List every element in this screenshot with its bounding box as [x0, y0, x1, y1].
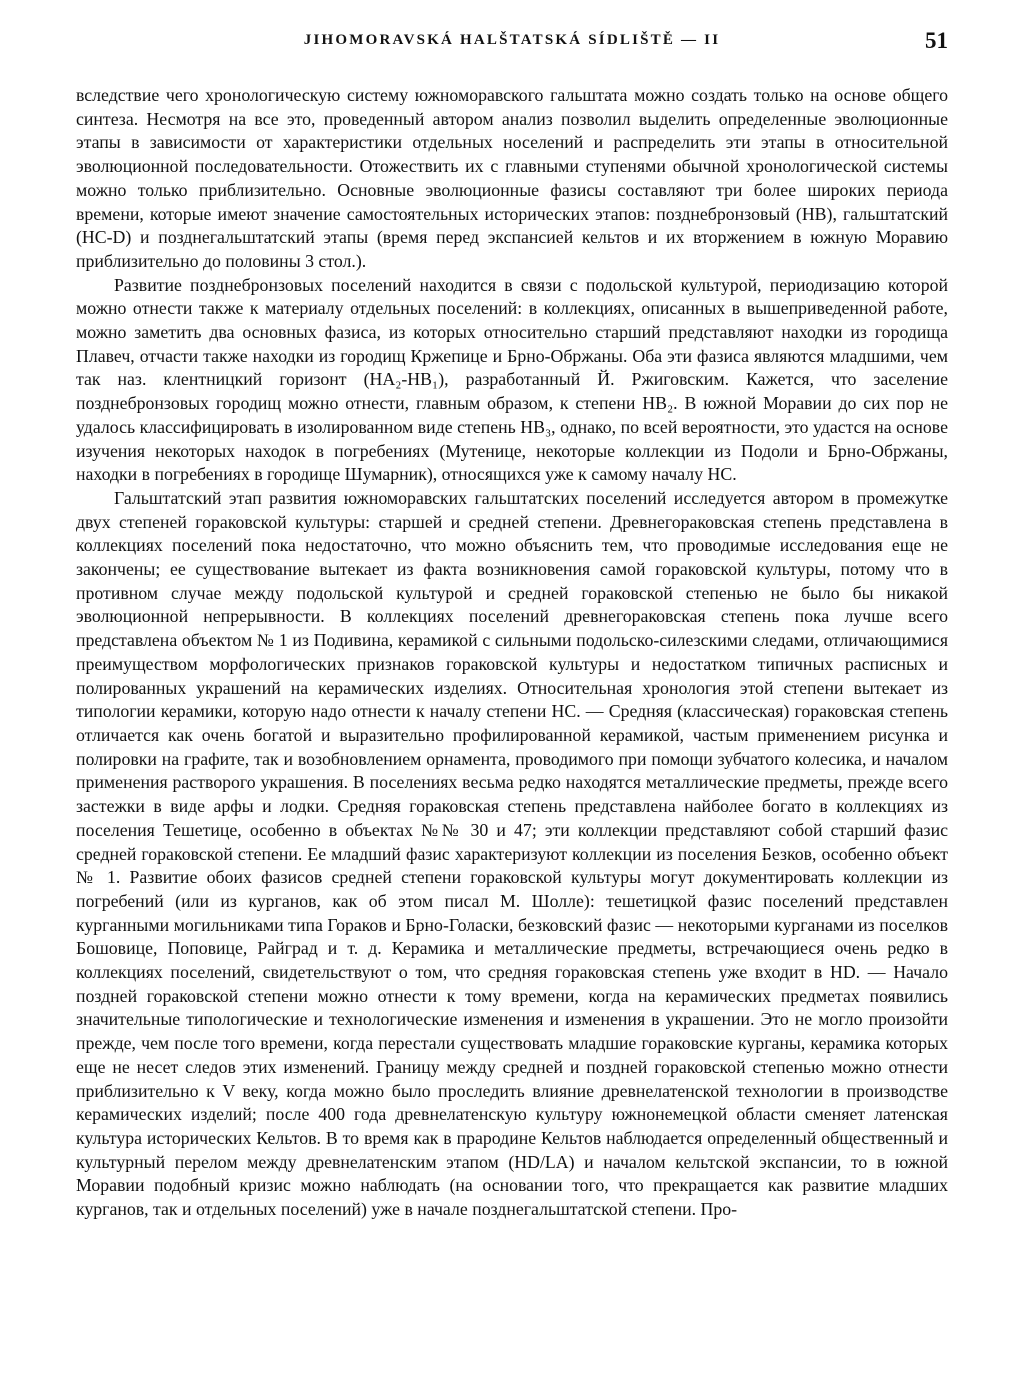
running-title: JIHOMORAVSKÁ HALŠTATSKÁ SÍDLIŠTĚ — II [303, 32, 721, 48]
paragraph-hallstatt-stage: Гальштатский этап развития южноморавских гальштатских поселений исследуется автором в промежутке двух степеней гораковской культуры: старшей и средней степени. Древнегораковская степень представлена в коллекциях поселений пока недостаточно, что можно объяснить тем, что проводимые исследования еще не закончены; ее существование вытекает из факта возникновения самой гораковской культуры, потому что в противном случае между подольской культурой и средней гораковской степенью не было бы никакой эволюционной непрерывности. В коллекциях поселений древнегораковская степень пока лучше всего представлена объектом № 1 из Подивина, керамикой с сильными подольско-силезскими следами, отличающимися преимуществом морфологических признаков гораковской культуры и недостатком типичных расписных и полированных украшений на керамических изделиях. Относительная хронология этой степени вытекает из типологии керамики, которую надо отнести к началу степени HC. — Средняя (классическая) гораковская степень отличается как очень богатой и выразительно профилированной керамикой, частым применением рисунка и полировки на графите, так и возобновлением орнамента, проводимого при помощи зубчатого колесика, и началом применения растворого украшения. В поселениях весьма редко находятся металлические предметы, прежде всего застежки в виде арфы и лодки. Средняя гораковская степень представлена найболее богато в коллекциях из поселения Тешетице, особенно в объектах №№ 30 и 47; эти коллекции представляют собой старший фазис средней гораковской степени. Ее младший фазис характеризуют коллекции из поселения Безков, особенно объект № 1. Развитие обоих фазисов средней степени гораковской культуры могут документировать коллекции из погребений (или из курганов, как об этом писал М. Шолле): тешетицкой фазис поселений представлен курганными могильниками типа Гораков и Брно-Голаски, безковский фазис — некоторыми курганами из поселков Бошовице, Поповице, Райград и т. д. Керамика и металлические предметы, встречающиеся очень редко в коллекциях поселений, свидетельствуют о том, что средняя гораковская степень уже входит в HD. — Начало поздней гораковской степени можно отнести к тому времени, когда на керамических предметах появились значительные типологические и технологические изменения и изменения в украшении. Это не могло произойти прежде, чем после того времени, когда перестали существовать младшие гораковские курганы, керамика которых еще не несет следов этих изменений. Границу между средней и поздней гораковской степенью можно отнести приблизительно к V веку, когда можно было проследить влияние древнелатенской технологии в производстве керамических изделий; после 400 года древнелатенскую культуру южнонемецкой области сменяет латенская культура исторических Кельтов. В то время как в прародине Кельтов наблюдается определенный общественный и культурный перелом между древнелатенским этапом (HD/LA) и началом кельтской экспансии, то в южной Моравии подобный кризис можно наблюдать (на основании того, что прекращается как развитие младших курганов, так и отдельных поселений) уже в начале позднегальштатской степени. Про- [76, 487, 948, 1220]
paragraph-late-bronze-settlements: Развитие позднебронзовых поселений находится в связи с подольской культурой, периодизацию которой можно отнести также к материалу отдельных поселений: в коллекциях, описанных в вышеприведенной работе, можно заметить два основных фазиса, из которых относительно старший представляют находки из городища Плавеч, отчасти также находки из городищ Кржепице и Брно-Обржаны. Оба эти фазиса являются младшими, чем так наз. клентницкий горизонт (HA₂-HB₁), разработанный Й. Ржиговским. Кажется, что заселение позднебронзовых городищ можно отнести, главным образом, к степени HB₂. В южной Моравии до сих пор не удалось классифицировать в изолированном виде степень HB₃, однако, по всей вероятности, это удастся на основе изучения некоторых находок в погребениях (Мутенице, некоторые коллекции из Подоли и Брно-Обржаны, находки в погребениях в городище Шумарник), относящихся уже к самому началу HC. [76, 274, 948, 485]
paragraph-continuation: вследствие чего хронологическую систему южноморавского гальштата можно создать только на основе общего синтеза. Несмотря на все это, проведенный автором анализ позволил выделить определенные эволюционные этапы в зависимости от характеристики отдельных носелений и распределить эти этапы в относительной эволюционной последовательности. Отожествить их с главными ступенями обычной хронологической системы можно только приблизительно. Основные эволюционные фазисы составляют три более широких периода времени, которые имеют значение самостоятельных исторических этапов: позднебронзовый (HB), гальштатский (HC-D) и позднегальштатский этапы (время перед экспансией кельтов и их вторжением в южную Моравию приблизительно до половины 3 стол.). [76, 85, 948, 271]
document-page [76, 30, 948, 1222]
running-header [76, 30, 948, 64]
page-number: 51 [925, 28, 948, 53]
body-text [76, 84, 948, 1222]
